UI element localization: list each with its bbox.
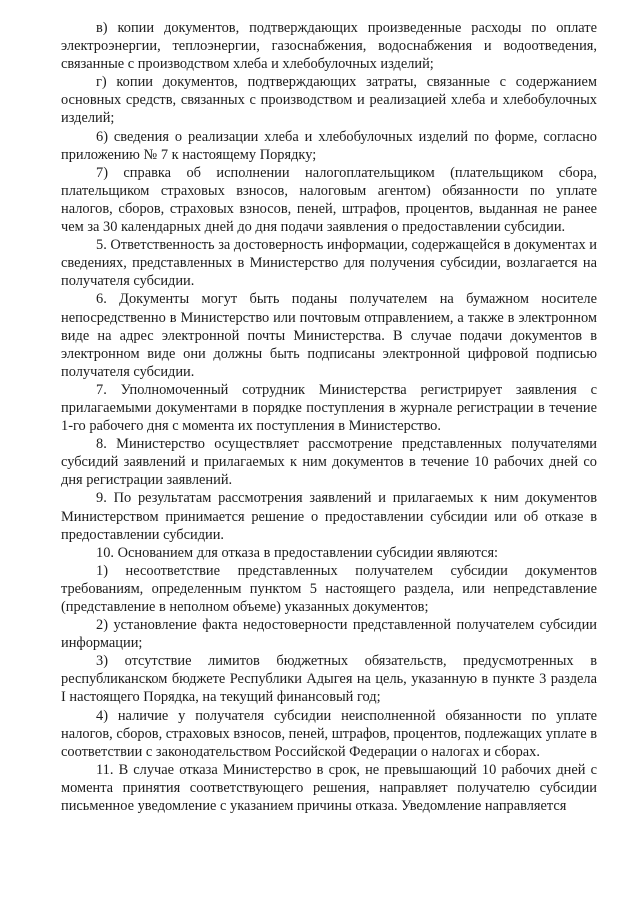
- paragraph-item-11-notification: 11. В случае отказа Министерство в срок, не превышающий 10 рабочих дней с момента принятия соответствующего решения, направляет получателю субсидии письменное уведомление с указанием причины отказа. Уведомление направляется: [61, 761, 597, 815]
- paragraph-item-8-review: 8. Министерство осуществляет рассмотрение представленных получателями субсидий заявлений и прилагаемых к ним документов в течение 10 рабочих дней со дня регистрации заявлений.: [61, 436, 597, 489]
- paragraph-refusal-ground-3: 3) отсутствие лимитов бюджетных обязательств, предусмотренных в республиканском бюджете Республики Адыгея на цель, указанную в пункте 3 раздела I настоящего Порядка, на текущий финансовый год;: [61, 653, 597, 706]
- paragraph-item-6-submission: 6. Документы могут быть поданы получателем на бумажном носителе непосредственно в Министерство или почтовым отправлением, а также в электронном виде на адрес электронной почты Министерства. В случае подачи документов в электронном виде они должны быть подписаны электронной цифровой подписью получателя субсидии.: [61, 291, 597, 380]
- paragraph-sales-information: 6) сведения о реализации хлеба и хлебобулочных изделий по форме, согласно приложению № 7 к настоящему Порядку;: [61, 128, 597, 163]
- paragraph-item-10-refusal-grounds: 10. Основанием для отказа в предоставлении субсидии являются:: [96, 544, 499, 561]
- paragraph-fixed-assets-costs: г) копии документов, подтверждающих затраты, связанные с содержанием основных средств, связанных с производством и реализацией хлеба и хлебобулочных изделий;: [61, 74, 597, 127]
- paragraph-refusal-ground-2: 2) установление факта недостоверности представленной получателем субсидии информации;: [61, 617, 597, 652]
- paragraph-item-9-decision: 9. По результатам рассмотрения заявлений и прилагаемых к ним документов Министерством принимается решение о предоставлении субсидии или об отказе в предоставлении субсидии.: [61, 490, 597, 543]
- paragraph-item-7-registration: 7. Уполномоченный сотрудник Министерства регистрирует заявления с прилагаемыми документами в порядке поступления в журнале регистрации в течение 1-го рабочего дня с момента их поступления в Министерство.: [61, 381, 597, 435]
- paragraph-refusal-ground-1: 1) несоответствие представленных получателем субсидии документов требованиям, определенным пунктом 5 настоящего раздела, или непредставление (представление в неполном объеме) указанных документов;: [61, 562, 597, 615]
- paragraph-item-5-responsibility: 5. Ответственность за достоверность информации, содержащейся в документах и сведениях, представленных в Министерство для получения субсидии, возлагается на получателя субсидии.: [61, 237, 597, 290]
- document-body: [61, 19, 597, 815]
- paragraph-utilities-expenses: в) копии документов, подтверждающих произведенные расходы по оплате электроэнергии, теплоэнергии, газоснабжения, водоснабжения и водоотведения, связанные с производством хлеба и хлебобулочных изделий;: [61, 20, 597, 73]
- paragraph-tax-certificate: 7) справка об исполнении налогоплательщиком (плательщиком сбора, плательщиком страховых взносов, налоговым агентом) обязанности по уплате налогов, сборов, страховых взносов, пеней, штрафов, процентов, выданная не ранее чем за 30 календарных дней до дня подачи заявления о предоставлении субсидии.: [61, 164, 597, 236]
- paragraph-refusal-ground-4: 4) наличие у получателя субсидии неисполненной обязанности по уплате налогов, сборов, страховых взносов, пеней, штрафов, процентов, подлежащих уплате в соответствии с законодательством Российской Федерации о налогах и сборах.: [61, 707, 597, 760]
